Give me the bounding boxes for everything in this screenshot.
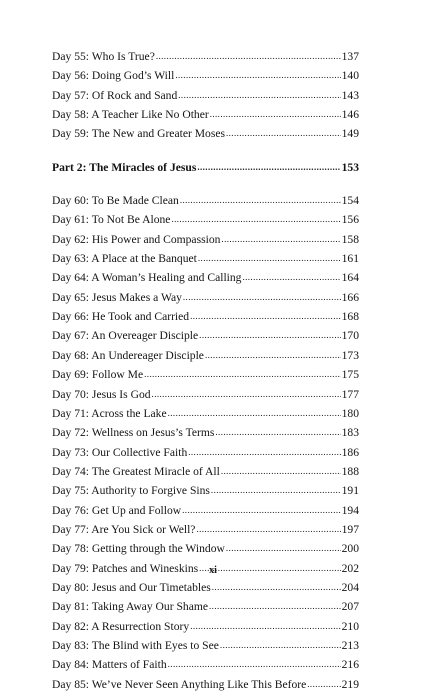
toc-entry-page: 149 [341,127,359,141]
toc-entry [52,462,359,481]
toc-entry-page: 173 [341,348,359,362]
dot-leader [220,636,341,655]
toc-entry-title: Day 57: Of Rock and Sand [52,88,178,102]
toc-entry-page: 146 [341,108,359,122]
toc-entry-title: Day 65: Jesus Makes a Way [52,290,182,304]
dot-leader [190,617,340,636]
toc-entry-page: 186 [341,445,359,459]
toc-entry [52,105,359,124]
toc-entry-title: Day 72: Wellness on Jesus’s Terms [52,426,215,440]
toc-part-page: 153 [341,160,359,174]
toc-entry-page: 166 [341,290,359,304]
toc-entry-page: 137 [341,50,359,63]
toc-entry [52,617,359,636]
toc-entry-title: Day 59: The New and Greater Moses [52,127,225,141]
toc-entry-title: Day 70: Jesus Is God [52,387,151,401]
toc-entry [52,268,359,287]
toc-entry-page: 140 [341,69,359,83]
page-number: xi [209,565,217,576]
dot-leader [215,423,340,442]
dot-leader [188,443,340,462]
toc-entry-page: 177 [341,387,359,401]
toc-entry [52,365,359,384]
dot-leader [180,191,341,210]
toc-entry [52,249,359,268]
dot-leader [221,462,341,481]
toc-entry-title: Day 71: Across the Lake [52,406,167,420]
toc-entry-title: Day 63: A Place at the Banquet [52,252,197,266]
toc-entry [52,597,359,616]
toc-entry-title: Day 58: A Teacher Like No Other [52,108,209,122]
toc-entry-page: 158 [341,232,359,246]
toc-entry [52,636,359,655]
toc-entry-title: Day 79: Patches and Wineskins [52,561,199,575]
dot-leader [168,655,341,674]
toc-entry-page: 170 [341,329,359,343]
toc-entry [52,210,359,229]
dot-leader [221,230,340,249]
toc-entry-page: 143 [341,88,359,102]
toc-entry-title: Day 85: We’ve Never Seen Anything Like This Before [52,677,307,691]
dot-leader [205,346,341,365]
dot-leader [211,481,341,500]
dot-leader [178,86,340,105]
toc-entry-title: Day 75: Authority to Forgive Sins [52,484,210,498]
toc-entry-page: 204 [341,580,359,594]
toc-entry [52,124,359,143]
dot-leader [226,124,341,143]
toc-entry-title: Day 81: Taking Away Our Shame [52,600,209,614]
dot-leader [212,578,341,597]
toc-entry-title: Day 56: Doing God’s Will [52,69,175,83]
dot-leader [171,210,340,229]
toc-part-heading [52,158,359,177]
dot-leader [197,158,340,177]
toc-entry-title: Day 76: Get Up and Follow [52,503,182,517]
toc-entry-title: Day 78: Getting through the Window [52,542,225,556]
toc-entry-page: 188 [341,464,359,478]
dot-leader [209,597,341,616]
toc-entry [52,423,359,442]
toc-entry-page: 210 [341,619,359,633]
dot-leader [226,539,341,558]
toc-entry-page: 197 [341,522,359,536]
dot-leader [210,105,341,124]
toc-entry-title: Day 84: Matters of Faith [52,658,167,672]
toc-entry [52,655,359,674]
toc-entry-title: Day 66: He Took and Carried [52,310,190,324]
toc-entry-page: 191 [341,484,359,498]
toc-entry-title: Day 82: A Resurrection Story [52,619,190,633]
table-of-contents [52,47,359,694]
toc-entry [52,520,359,539]
dot-leader [144,365,340,384]
toc-entry-page: 180 [341,406,359,420]
toc-entry-page: 194 [341,503,359,517]
dot-leader [199,326,340,345]
dot-leader [307,675,340,694]
dot-leader [190,307,341,326]
dot-leader [196,520,340,539]
toc-entry-title: Day 74: The Greatest Miracle of All [52,464,220,478]
toc-entry-title: Day 77: Are You Sick or Well? [52,522,196,536]
toc-entry-title: Day 64: A Woman’s Healing and Calling [52,271,242,285]
dot-leader [198,249,341,268]
toc-entry [52,385,359,404]
dot-leader [152,385,341,404]
toc-entry [52,346,359,365]
toc-entry-page: 183 [341,426,359,440]
toc-entry-page: 216 [341,658,359,672]
toc-entry-page: 164 [341,271,359,285]
toc-entry [52,675,359,694]
dot-leader [182,501,340,520]
toc-entry-title: Day 62: His Power and Compassion [52,232,221,246]
toc-entry [52,230,359,249]
toc-entry [52,47,359,66]
toc-entry-title: Day 60: To Be Made Clean [52,194,179,208]
toc-entry [52,288,359,307]
dot-leader [156,47,341,66]
toc-entry-page: 156 [341,213,359,227]
toc-entry [52,501,359,520]
toc-entry-title: Day 73: Our Collective Faith [52,445,188,459]
toc-entry-page: 175 [341,368,359,382]
toc-entry [52,307,359,326]
toc-entry-page: 202 [341,561,359,575]
toc-entry [52,86,359,105]
toc-entry-title: Day 67: An Overeager Disciple [52,329,199,343]
toc-entry-title: Day 80: Jesus and Our Timetables [52,580,211,594]
toc-entry-title: Day 69: Follow Me [52,368,144,382]
toc-entry [52,443,359,462]
toc-entry-title: Day 55: Who Is True? [52,50,155,63]
toc-entry [52,539,359,558]
dot-leader [183,288,341,307]
toc-entry-page: 207 [341,600,359,614]
toc-entry [52,191,359,210]
toc-entry-page: 200 [341,542,359,556]
toc-entry-title: Day 68: An Undereager Disciple [52,348,204,362]
toc-entry-page: 219 [341,677,359,691]
toc-entry-title: Day 83: The Blind with Eyes to See [52,638,219,652]
toc-entry-title: Day 61: To Not Be Alone [52,213,171,227]
dot-leader [242,268,340,287]
dot-leader [168,404,341,423]
toc-entry-page: 213 [341,638,359,652]
toc-entry [52,66,359,85]
toc-entry-page: 161 [341,252,359,266]
toc-entry-page: 168 [341,310,359,324]
toc-entry-page: 154 [341,194,359,208]
toc-part-title: Part 2: The Miracles of Jesus [52,160,197,174]
toc-entry [52,481,359,500]
toc-entry [52,578,359,597]
dot-leader [175,66,340,85]
toc-entry [52,404,359,423]
toc-entry [52,326,359,345]
